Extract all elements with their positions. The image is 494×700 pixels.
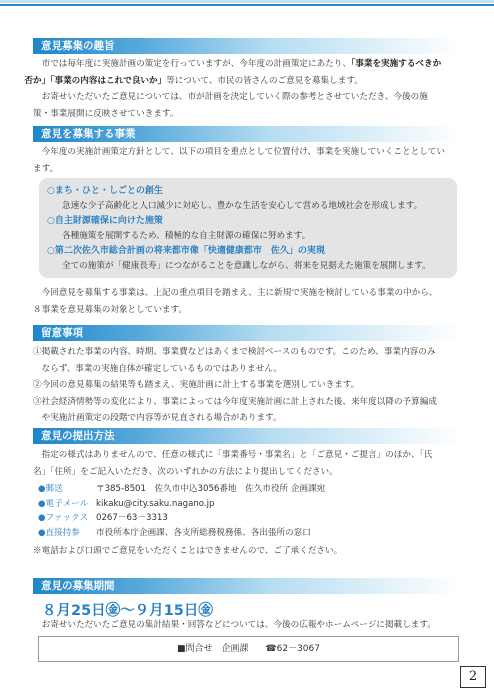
method-value: 0267－63－3313 — [96, 513, 168, 523]
projects-intro — [33, 144, 465, 177]
note-item-1: ①掲載された事業の内容、時期、事業費などはあくまで検討ベースのものです。このため、事業内容のみ — [33, 347, 436, 357]
period-note: お寄せいただいたご意見の集計結果・回答などについては、今後の広報やホームページに掲載します。 — [41, 620, 436, 630]
submission-methods — [38, 482, 458, 540]
method-label: ●ファックス — [38, 513, 89, 523]
projects-after — [33, 285, 465, 318]
section-heading-projects: 意見を募集する事業 — [33, 126, 461, 142]
priority-item-title: ○まち・ひと・しごとの創生 — [47, 186, 163, 196]
priority-item-desc: 急速な少子高齢化と人口減少に対応し、豊かな生活を安心して営める地域社会を形成します。 — [62, 201, 423, 211]
purpose-paragraph-2 — [33, 89, 465, 122]
section-heading-submit: 意見の提出方法 — [33, 428, 461, 444]
priority-item-desc: 各種施策を展開するため、積極的な自主財源の確保に努めます。 — [62, 231, 311, 241]
submit-line-2: 名」「住所」をご記入いただき、次のいずれかの方法により提出してください。 — [33, 466, 338, 477]
method-value: 市役所本庁企画課、各支所総務税務係、各出張所の窓口 — [96, 527, 311, 538]
note-item-1-cont-a: なら — [41, 363, 59, 374]
purpose-text-3: お寄せいただいたご意見については、市が計画を決定していく際の参考とさせていただき、今後の施 — [41, 92, 428, 102]
method-row-email — [38, 497, 458, 512]
purpose-text-2: 等について、市民の皆さんのご意見を募集します。 — [166, 75, 363, 86]
top-decor-band — [0, 0, 494, 3]
note-item-1-cont-b: ず、事業の実施自体が確定しているものではありません。 — [58, 363, 283, 374]
method-row-in-person — [38, 526, 458, 541]
section-heading-period: 意見の募集期間 — [33, 578, 461, 594]
submit-paragraph — [33, 447, 465, 480]
section-heading-notes: 留意事項 — [33, 325, 461, 341]
inquiry-tel: ☎62－3067 — [265, 644, 320, 654]
inquiry-label: ■問合せ 企画課 — [177, 644, 249, 654]
inquiry-box — [38, 636, 459, 662]
purpose-text: 市では毎年度に実施計画の策定を行っていますが、今年度の計画策定にあたり、 — [41, 59, 351, 69]
purpose-highlight-2: 否か」「事業の内容はこれで良いか」 — [24, 75, 167, 86]
email-link[interactable]: kikaku@city.saku.nagano.jp — [96, 498, 215, 509]
method-label: ●電子メール — [38, 498, 89, 509]
priority-items-box — [39, 178, 457, 278]
purpose-paragraph-1 — [24, 56, 465, 89]
period-dates: ８月25日㊎～９月15日㊎ — [42, 603, 213, 619]
priority-item-title: ○第二次佐久市総合計画の将来都市像「快適健康都市 佐久」の実現 — [47, 246, 325, 256]
method-row-fax — [38, 511, 458, 526]
projects-intro-line-1: 今年度の実施計画策定方針として、以下の項目を重点として位置付け、事業を実施していくこととしてい — [41, 147, 445, 157]
projects-after-line-1: 今回意見を募集する事業は、上記の重点項目を踏まえ、主に新規で実施を検討している事業の中から、 — [41, 288, 438, 298]
method-value: 〒385-8501 佐久市中込3056番地 佐久市役所 企画課宛 — [96, 484, 326, 494]
page-number: 2 — [460, 666, 486, 688]
submit-note: ※電話および口頭でご意見をいただくことはできませんので、ご了承ください。 — [33, 546, 343, 556]
purpose-text-4: 策・事業展開に反映させていきます。 — [33, 108, 179, 119]
top-decor-line — [0, 4, 494, 12]
projects-after-line-2: ８事業を意見募集の対象としています。 — [33, 304, 188, 315]
submit-line-1: 指定の様式はありませんので、任意の様式に「事業番号・事業名」と「ご意見・ご提言」のほか、「氏 — [41, 450, 433, 460]
note-item-2: ②今回の意見募集の結果等も踏まえ、実施計画に計上する事業を選別していきます。 — [33, 380, 360, 390]
section-heading-purpose: 意見募集の趣旨 — [33, 38, 461, 54]
priority-item-desc: 全ての施策が「健康長寿」につながることを意識しながら、将来を見据えた施策を展開します。 — [62, 261, 431, 271]
priority-item-title: ○自主財源確保に向けた施策 — [47, 216, 163, 226]
purpose-highlight-1: 「事業を実施するべきか — [350, 59, 442, 69]
method-label: ●直接持参 — [38, 527, 80, 538]
note-item-3: ③社会経済情勢等の変化により、事業によっては今年度実施計画に計上された後、来年度以降の予算編成 — [33, 396, 437, 407]
notes-list — [33, 344, 465, 427]
projects-intro-line-2: ます。 — [33, 163, 59, 174]
note-item-3-cont: や実施計画策定の段階で内容等が見直される場合があります。 — [41, 413, 282, 423]
method-row-mail — [38, 482, 458, 497]
method-label: ●郵送 — [38, 484, 63, 494]
